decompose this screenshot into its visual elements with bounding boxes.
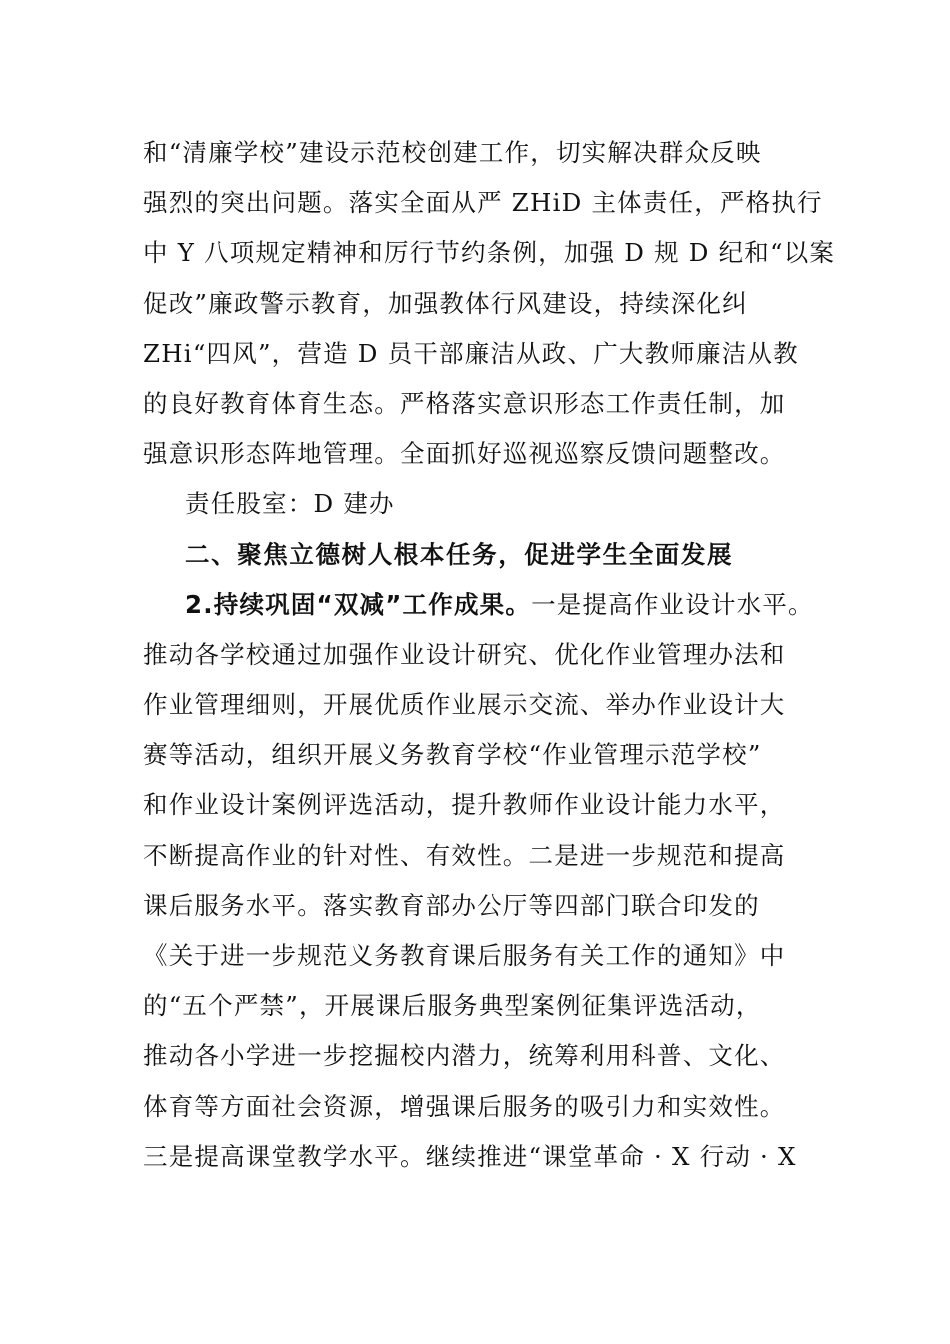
paragraph-line: 强烈的突出问题。落实全面从严 ZHiD 主体责任，严格执行 (143, 188, 823, 218)
paragraph-line: 和“清廉学校”建设示范校创建工作，切实解决群众反映 (143, 138, 762, 167)
item-2-first-line (143, 580, 823, 630)
paragraph-line: 三是提高课堂教学水平。继续推进“课堂革命 · X 行动 · X (143, 1141, 797, 1171)
paragraph-line: 作业管理细则，开展优质作业展示交流、举办作业设计大 (143, 690, 786, 720)
paragraph-line: 不断提高作业的针对性、有效性。二是进一步规范和提高 (143, 840, 786, 870)
paragraph-line: 推动各学校通过加强作业设计研究、优化作业管理办法和 (143, 639, 786, 669)
paragraph-line: 推动各小学进一步挖掘校内潜力，统筹利用科普、文化、 (143, 1041, 786, 1071)
document-body (143, 128, 836, 1182)
paragraph-line: 和作业设计案例评选活动，提升教师作业设计能力水平， (143, 790, 786, 820)
paragraph-line: 强意识形态阵地管理。全面抓好巡视巡察反馈问题整改。 (143, 439, 786, 469)
paragraph-line: ZHi“四风”，营造 D 员干部廉洁从政、广大教师廉洁从教 (143, 338, 799, 368)
paragraph-line: 赛等活动，组织开展义务教育学校“作业管理示范学校” (143, 740, 762, 770)
paragraph-line: 的良好教育体育生态。严格落实意识形态工作责任制，加 (143, 388, 786, 418)
paragraph-line: 中 Y 八项规定精神和厉行节约条例，加强 D 规 D 纪和“以案 (143, 238, 836, 268)
paragraph-line: 课后服务水平。落实教育部办公厅等四部门联合印发的 (143, 890, 760, 920)
item-2-first-line-text: 一是提高作业设计水平。 (531, 589, 814, 619)
item-2-title: 2.持续巩固“双减”工作成果。 (185, 589, 532, 619)
section-heading: 二、聚焦立德树人根本任务，促进学生全面发展 (185, 539, 734, 569)
paragraph-line: 体育等方面社会资源，增强课后服务的吸引力和实效性。 (143, 1091, 786, 1121)
paragraph-line: 促改”廉政警示教育，加强教体行风建设，持续深化纠 (143, 288, 748, 318)
paragraph-line: 的“五个严禁”，开展课后服务典型案例征集评选活动， (143, 991, 762, 1021)
responsible-unit: 责任股室：D 建办 (185, 489, 395, 519)
paragraph-line: 《关于进一步规范义务教育课后服务有关工作的通知》中 (143, 941, 786, 970)
